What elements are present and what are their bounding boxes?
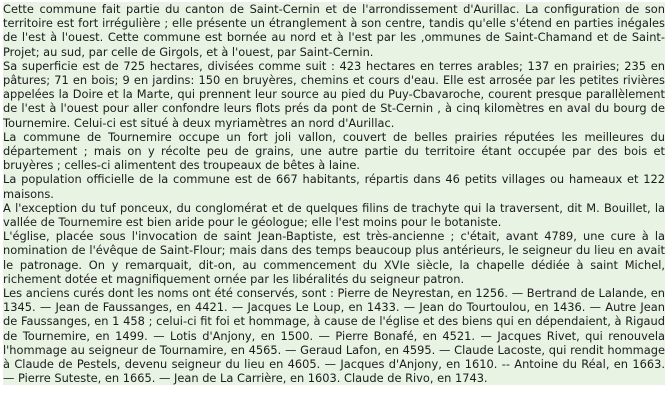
paragraph-superficie: Sa superficie est de 725 hectares, divisées comme suit : 423 hectares en terres arables; 137 en prairies; 235 en pâtures; 71 en bois; 9 en jardins: 150 en bruyères, chemins et cours d'eau. Elle est arrosée par les petites rivières appelées la Doire et la Marte, qui prennent leur source au pied du Puy-Cbavaroche, courent presque parallèlement de l'est à l'ouest pour aller confondre leurs flots prés da pont de St-Cernin , à cinq kilomètres en aval du bourg de Tournemire. Celui-ci est situé à deux myriamètres an nord d'Aurillac.	[3, 58, 665, 130]
paragraph-vallon: La commune de Tournemire occupe un fort joli vallon, couvert de belles prairies réputées les meilleures du département ; mais on y récolte peu de grains, une autre partie du territoire étant occupée par des bois et bruyères ; celles-ci alimentent des troupeaux de bêtes à laine.	[3, 129, 665, 173]
paragraph-eglise: L'église, placée sous l'invocation de saint Jean-Baptiste, est très-ancienne ; c'était, avant 4789, une cure à la nomination de l'évêque de Saint-Flour; mais dans des temps beaucoup plus antérieurs, le seigneur du lieu en avait le patronage. On y remarquait, dit-on, au commencement du XVIe siècle, la chapelle dédiée à saint Michel, richement dotée et magnifiquement ornée par les libéralités du seigneur patron.	[3, 229, 665, 286]
paragraph-canton: Cette commune fait partie du canton de Saint-Cernin et de l'arrondissement d'Aurillac. La configuration de son territoire est fort irrégulière ; elle présente un étranglement à son centre, tandis qu'elle s'étend en parties inégales de l'est à l'ouest. Cette commune est bornée au nord et à l'est par les ,ommunes de Saint-Chamand et de Saint-Projet; au sud, par celle de Girgols, et à l'ouest, par Saint-Cernin.	[3, 2, 665, 59]
paragraph-geologie: A l'exception du tuf ponceux, du conglomérat et de quelques filins de trachyte qui la traversent, dit M. Bouillet, la vallée de Tournemire est bien aride pour le géologue; elle l'est moins pour le botaniste.	[3, 200, 665, 230]
paragraph-population: La population officielle de la commune est de 667 habitants, répartis dans 46 petits villages ou hameaux et 122 maisons.	[3, 172, 665, 201]
paragraph-cures: Les anciens curés dont les noms ont été conservés, sont : Pierre de Neyrestan, en 1256. — Bertrand de Lalande, en 1345. — Jean de Faussanges, en 4421. — Jacques Le Loup, en 1433. — Jean do Tourtoulou, en 1436. — Autre Jean de Faussanges, en 1 458 ; celui-ci fit foi et hommage, à cause de l'église et des biens qui en dépendaient, à Rigaud de Tournemire, en 1499. — Lotis d'Anjony, en 1500. — Pierre Bonafé, en 4521. — Jacques Rivet, qui renouvela l'hommage au seigneur de Tournamire, en 4565. — Geraud Lafon, en 4595. — Claude Lacoste, qui rendit hommage à Claude de Pestels, devenu seigneur du lieu en 4605. — Jacques d'Anjony, en 1610. -- Antoine du Réal, en 1663. — Pierre Suteste, en 1665. — Jean de La Carrière, en 1603. Claude de Rivo, en 1743.	[3, 286, 665, 386]
